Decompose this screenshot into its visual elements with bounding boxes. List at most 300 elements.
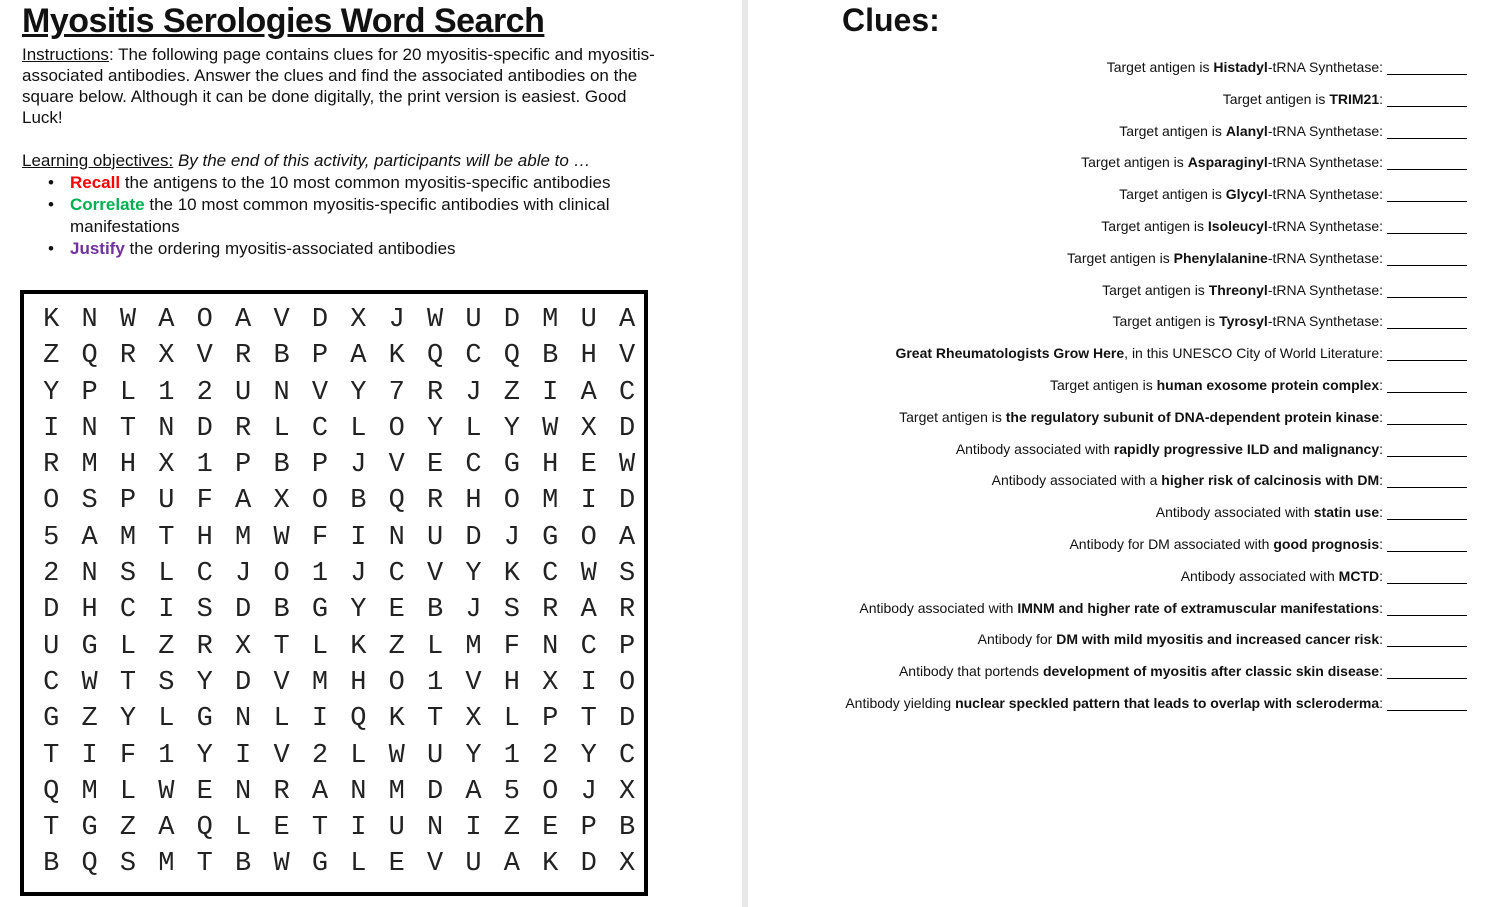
grid-cell[interactable]: I [542, 377, 559, 408]
grid-cell[interactable]: U [427, 522, 444, 553]
grid-cell[interactable]: W [427, 305, 444, 335]
grid-cell[interactable]: D [311, 305, 329, 335]
grid-cell[interactable]: L [119, 631, 137, 662]
grid-cell[interactable]: A [465, 776, 482, 807]
grid-cell[interactable]: R [427, 377, 444, 408]
grid-cell[interactable]: X [158, 450, 175, 481]
grid-cell[interactable]: G [43, 704, 60, 735]
grid-cell[interactable]: K [350, 631, 367, 662]
grid-cell[interactable]: Y [465, 559, 482, 590]
grid-cell[interactable]: K [503, 559, 520, 590]
grid-cell[interactable]: O [43, 486, 60, 517]
grid-cell[interactable]: T [427, 704, 444, 735]
grid-cell[interactable]: Y [580, 740, 597, 771]
answer-blank[interactable] [1387, 220, 1467, 234]
grid-cell[interactable]: N [235, 704, 252, 735]
grid-cell[interactable]: D [618, 486, 636, 517]
grid-cell[interactable]: A [158, 813, 175, 844]
grid-cell[interactable]: T [119, 413, 137, 444]
grid-cell[interactable]: A [618, 522, 636, 553]
grid-cell[interactable]: S [158, 667, 175, 698]
grid-cell[interactable]: M [311, 667, 329, 698]
grid-cell[interactable]: M [235, 522, 252, 553]
clue-bold: human exosome protein complex [1156, 377, 1380, 393]
grid-cell[interactable]: T [158, 522, 175, 553]
objective-item [48, 172, 682, 194]
grid-cell[interactable]: M [158, 849, 175, 880]
grid-cell[interactable]: G [196, 704, 213, 735]
grid-cell[interactable]: X [273, 486, 290, 517]
grid-cell[interactable]: W [119, 305, 137, 335]
grid-cell[interactable]: R [196, 631, 213, 662]
grid-cell[interactable]: X [350, 305, 367, 335]
grid-cell[interactable]: U [43, 631, 60, 662]
grid-cell[interactable]: P [311, 450, 329, 481]
grid-cell[interactable]: 1 [311, 559, 329, 590]
grid-cell[interactable]: I [350, 522, 367, 553]
grid-cell[interactable]: M [542, 486, 559, 517]
grid-cell[interactable]: D [618, 704, 636, 735]
grid-cell[interactable]: I [235, 740, 252, 771]
grid-cell[interactable]: L [235, 813, 252, 844]
grid-cell[interactable]: L [465, 413, 482, 444]
grid-cell[interactable]: P [311, 341, 329, 372]
clue-post: -tRNA Synthetase: [1267, 154, 1383, 171]
clue-post: -tRNA Synthetase: [1267, 218, 1383, 234]
grid-cell[interactable]: E [388, 595, 405, 626]
grid-cell[interactable]: B [542, 341, 559, 372]
grid-cell[interactable]: D [43, 595, 60, 626]
grid-cell[interactable]: A [158, 305, 175, 335]
grid-cell[interactable]: T [43, 813, 60, 844]
grid-cell[interactable]: 1 [158, 377, 175, 408]
grid-cell[interactable]: M [81, 450, 98, 481]
grid-cell[interactable]: F [196, 486, 213, 517]
grid-cell[interactable]: N [273, 377, 290, 408]
grid-cell[interactable]: S [81, 486, 98, 517]
grid-cell[interactable]: B [350, 486, 367, 517]
grid-cell[interactable]: Z [43, 341, 60, 372]
grid-cell[interactable]: 5 [503, 776, 520, 807]
grid-cell[interactable]: O [273, 559, 290, 590]
answer-blank[interactable] [1387, 697, 1467, 711]
grid-cell[interactable]: V [618, 341, 636, 372]
grid-cell[interactable]: G [311, 849, 329, 880]
grid-cell[interactable]: J [580, 776, 597, 807]
grid-cell[interactable]: G [311, 595, 329, 626]
grid-cell[interactable]: R [273, 776, 290, 807]
grid-cell[interactable]: X [158, 341, 175, 372]
grid-cell[interactable]: Y [196, 740, 213, 771]
answer-blank[interactable] [1387, 315, 1467, 329]
grid-cell[interactable]: Q [43, 776, 60, 807]
grid-cell[interactable]: H [119, 450, 137, 481]
grid-cell[interactable]: P [542, 704, 559, 735]
grid-cell[interactable]: J [350, 559, 367, 590]
grid-cell[interactable]: Y [43, 377, 60, 408]
grid-cell[interactable]: V [273, 740, 290, 771]
grid-cell[interactable]: Y [119, 704, 137, 735]
grid-cell[interactable]: K [43, 305, 60, 335]
grid-cell[interactable]: 1 [427, 667, 444, 698]
grid-cell[interactable]: C [618, 740, 636, 771]
grid-cell[interactable]: I [158, 595, 175, 626]
objectives-list [48, 172, 682, 260]
grid-cell[interactable]: B [273, 450, 290, 481]
grid-cell[interactable]: N [158, 413, 175, 444]
grid-cell[interactable]: L [158, 559, 175, 590]
grid-cell[interactable]: L [273, 704, 290, 735]
grid-cell[interactable]: K [388, 341, 405, 372]
clue-text [1107, 59, 1383, 75]
grid-cell[interactable]: P [618, 631, 636, 662]
grid-cell[interactable]: O [196, 305, 213, 335]
grid-cell[interactable]: Z [503, 813, 520, 844]
clue-row [1223, 89, 1467, 107]
grid-cell[interactable]: Y [427, 413, 444, 444]
grid-cell[interactable]: B [427, 595, 444, 626]
grid-cell[interactable]: S [119, 849, 137, 880]
grid-cell[interactable]: C [618, 377, 636, 408]
grid-cell[interactable]: Z [388, 631, 405, 662]
grid-cell[interactable]: V [273, 667, 290, 698]
learning-objectives [22, 150, 682, 260]
clue-row [1112, 311, 1467, 329]
grid-cell[interactable]: I [350, 813, 367, 844]
grid-cell[interactable]: R [542, 595, 559, 626]
clue-row [1102, 280, 1467, 298]
grid-cell[interactable]: E [388, 849, 405, 880]
answer-blank[interactable] [1387, 538, 1467, 552]
answer-blank[interactable] [1387, 61, 1467, 75]
answer-blank[interactable] [1387, 347, 1467, 361]
grid-cell[interactable]: D [196, 413, 213, 444]
grid-cell[interactable]: Q [196, 813, 213, 844]
clue-post: : [1379, 695, 1383, 711]
grid-cell[interactable]: H [81, 595, 98, 626]
grid-cell[interactable]: L [119, 377, 137, 408]
grid-cell[interactable]: C [580, 631, 597, 662]
grid-cell[interactable]: A [618, 305, 636, 335]
grid-cell[interactable]: T [43, 740, 60, 771]
grid-cell[interactable]: L [350, 849, 367, 880]
grid-cell[interactable]: A [311, 776, 329, 807]
grid-cell[interactable]: Q [350, 704, 367, 735]
grid-cell[interactable]: Y [350, 595, 367, 626]
grid-cell[interactable]: L [350, 740, 367, 771]
clue-bold: DM with mild myositis and increased cancer risk [1056, 631, 1380, 648]
grid-cell[interactable]: L [311, 631, 329, 662]
grid-cell[interactable]: X [542, 667, 559, 698]
answer-blank[interactable] [1387, 125, 1467, 139]
grid-cell[interactable]: Z [158, 631, 175, 662]
grid-cell[interactable]: N [542, 631, 559, 662]
grid-cell[interactable]: Q [81, 849, 98, 880]
grid-cell[interactable]: L [273, 413, 290, 444]
grid-cell[interactable]: A [580, 377, 597, 408]
grid-cell[interactable]: I [311, 704, 329, 735]
grid-cell[interactable]: J [503, 522, 520, 553]
clue-pre: Antibody yielding [845, 695, 956, 711]
grid-cell[interactable]: A [81, 522, 98, 553]
grid-cell[interactable]: Y [465, 740, 482, 771]
grid-cell[interactable]: T [273, 631, 290, 662]
clue-post: : [1379, 440, 1383, 457]
grid-cell[interactable]: U [465, 305, 482, 335]
grid-cell[interactable]: C [465, 450, 482, 481]
grid-cell[interactable]: W [158, 776, 175, 807]
grid-cell[interactable]: V [388, 450, 405, 481]
grid-cell[interactable]: V [427, 559, 444, 590]
grid-cell[interactable]: T [311, 813, 329, 844]
grid-cell[interactable]: D [465, 522, 482, 553]
grid-cell[interactable]: 2 [43, 559, 60, 590]
grid-cell[interactable]: 2 [196, 377, 213, 408]
grid-cell[interactable]: W [542, 413, 559, 444]
grid-cell[interactable]: X [465, 704, 482, 735]
grid-cell[interactable]: O [503, 486, 520, 517]
grid-cell[interactable]: N [388, 522, 405, 553]
grid-cell[interactable]: J [465, 377, 482, 408]
grid-cell[interactable]: E [580, 450, 597, 481]
grid-cell[interactable]: Q [503, 341, 520, 372]
grid-cell[interactable]: O [580, 522, 597, 553]
grid-cell[interactable]: Y [350, 377, 367, 408]
grid-cell[interactable]: Q [81, 341, 98, 372]
grid-cell[interactable]: J [388, 305, 405, 335]
grid-cell[interactable]: H [542, 450, 559, 481]
grid-cell[interactable]: X [618, 849, 636, 880]
grid-cell[interactable]: A [503, 849, 520, 880]
grid-cell[interactable]: G [81, 631, 98, 662]
grid-cell[interactable]: W [580, 559, 597, 590]
grid-cell[interactable]: E [196, 776, 213, 807]
grid-cell[interactable]: Z [119, 813, 137, 844]
grid-cell[interactable]: F [503, 631, 520, 662]
grid-cell[interactable]: X [580, 413, 597, 444]
grid-cell[interactable]: I [465, 813, 482, 844]
grid-cell[interactable]: 1 [158, 740, 175, 771]
grid-cell[interactable]: J [465, 595, 482, 626]
answer-blank[interactable] [1387, 665, 1467, 679]
grid-cell[interactable]: W [618, 450, 636, 481]
grid-cell[interactable]: N [427, 813, 444, 844]
grid-cell[interactable]: B [273, 341, 290, 372]
grid-cell[interactable]: O [311, 486, 329, 517]
grid-cell[interactable]: L [350, 413, 367, 444]
grid-cell[interactable]: K [542, 849, 559, 880]
grid-cell[interactable]: S [618, 559, 636, 590]
grid-cell[interactable]: R [618, 595, 636, 626]
grid-cell[interactable]: K [388, 704, 405, 735]
grid-cell[interactable]: U [580, 305, 597, 335]
grid-cell[interactable]: C [43, 667, 60, 698]
clue-text [899, 409, 1383, 425]
answer-blank[interactable] [1387, 570, 1467, 584]
grid-cell[interactable]: 1 [503, 740, 520, 771]
clue-post: -tRNA Synthetase: [1267, 249, 1383, 266]
grid-cell[interactable]: M [388, 776, 405, 807]
grid-cell[interactable]: M [119, 522, 137, 553]
grid-cell[interactable]: I [580, 667, 597, 698]
answer-blank[interactable] [1387, 284, 1467, 298]
grid-cell[interactable]: W [273, 522, 290, 553]
grid-cell[interactable]: J [235, 559, 252, 590]
grid-cell[interactable]: R [235, 341, 252, 372]
grid-cell[interactable]: P [235, 450, 252, 481]
grid-cell[interactable]: C [388, 559, 405, 590]
answer-blank[interactable] [1387, 252, 1467, 266]
clue-bold: statin use [1313, 504, 1380, 521]
grid-cell[interactable]: U [427, 740, 444, 771]
grid-cell[interactable]: I [81, 740, 98, 771]
grid-cell[interactable]: D [235, 595, 252, 626]
grid-cell[interactable]: S [119, 559, 137, 590]
clue-row [1181, 566, 1467, 584]
grid-cell[interactable]: 5 [43, 522, 60, 553]
grid-cell[interactable]: C [465, 341, 482, 372]
grid-cell[interactable]: D [580, 849, 597, 880]
grid-cell[interactable]: V [273, 305, 290, 335]
grid-cell[interactable]: W [81, 667, 98, 698]
grid-cell[interactable]: A [235, 305, 252, 335]
grid-cell[interactable]: M [81, 776, 98, 807]
grid-cell[interactable]: Y [503, 413, 520, 444]
grid-cell[interactable]: O [388, 413, 405, 444]
clue-pre: Antibody associated with a [991, 472, 1162, 489]
instructions-text: : The following page contains clues for 20 myositis-specific and myositis-associated antibodies. Answer the clues and find the associated antibodies on the square below. Although it can be done digitally, the print version is easiest. Good Luck! [22, 45, 655, 127]
answer-blank[interactable] [1387, 506, 1467, 520]
grid-cell[interactable]: V [196, 341, 213, 372]
grid-cell[interactable]: S [503, 595, 520, 626]
grid-cell[interactable]: A [350, 341, 367, 372]
grid-cell[interactable]: C [196, 559, 213, 590]
grid-cell[interactable]: G [542, 522, 559, 553]
grid-cell[interactable]: U [158, 486, 175, 517]
grid-cell[interactable]: E [427, 450, 444, 481]
grid-cell[interactable]: S [196, 595, 213, 626]
grid-cell[interactable]: C [311, 413, 329, 444]
grid-cell[interactable]: B [43, 849, 60, 880]
grid-cell[interactable]: N [350, 776, 367, 807]
grid-cell[interactable]: O [618, 667, 636, 698]
answer-blank[interactable] [1387, 411, 1467, 425]
grid-cell[interactable]: P [81, 377, 98, 408]
answer-blank[interactable] [1387, 156, 1467, 170]
grid-cell[interactable]: O [388, 667, 405, 698]
grid-cell[interactable]: D [503, 305, 520, 335]
grid-cell[interactable]: N [235, 776, 252, 807]
grid-cell[interactable]: C [119, 595, 137, 626]
grid-cell[interactable]: L [158, 704, 175, 735]
grid-cell[interactable]: N [81, 305, 98, 335]
clue-post: : [1379, 631, 1383, 648]
grid-cell[interactable]: Y [196, 667, 213, 698]
grid-cell[interactable]: U [235, 377, 252, 408]
grid-cell[interactable]: F [311, 522, 329, 553]
grid-cell[interactable]: R [235, 413, 252, 444]
grid-cell[interactable]: C [542, 559, 559, 590]
grid-cell[interactable]: V [427, 849, 444, 880]
grid-cell[interactable]: X [618, 776, 636, 807]
grid-cell[interactable]: B [273, 595, 290, 626]
grid-cell[interactable]: V [311, 377, 329, 408]
grid-cell[interactable]: D [427, 776, 444, 807]
grid-cell[interactable]: Z [81, 704, 98, 735]
grid-cell[interactable]: R [119, 341, 137, 372]
grid-cell[interactable]: H [350, 667, 367, 698]
grid-cell[interactable]: F [119, 740, 137, 771]
answer-blank[interactable] [1387, 443, 1467, 457]
grid-cell[interactable]: J [350, 450, 367, 481]
grid-cell[interactable]: I [580, 486, 597, 517]
grid-cell[interactable]: T [119, 667, 137, 698]
grid-cell[interactable]: E [273, 813, 290, 844]
grid-cell[interactable]: 2 [311, 740, 329, 771]
grid-cell[interactable]: L [427, 631, 444, 662]
grid-cell[interactable]: W [273, 849, 290, 880]
grid-cell[interactable]: M [465, 631, 482, 662]
answer-blank[interactable] [1387, 379, 1467, 393]
grid-cell[interactable]: P [119, 486, 137, 517]
answer-blank[interactable] [1387, 602, 1467, 616]
grid-cell[interactable]: R [427, 486, 444, 517]
grid-cell[interactable]: O [542, 776, 559, 807]
grid-cell[interactable]: A [580, 595, 597, 626]
grid-cell[interactable]: U [465, 849, 482, 880]
grid-cell[interactable]: R [43, 450, 60, 481]
answer-blank[interactable] [1387, 188, 1467, 202]
grid-cell[interactable]: M [542, 305, 559, 335]
grid-cell[interactable]: G [81, 813, 98, 844]
clue-pre: Antibody for DM associated with [1069, 536, 1274, 552]
grid-cell[interactable]: N [81, 559, 98, 590]
grid-cell[interactable]: B [618, 813, 636, 844]
grid-cell[interactable]: 7 [388, 377, 405, 408]
grid-cell[interactable]: X [235, 631, 252, 662]
grid-cell[interactable]: T [580, 704, 597, 735]
grid-cell[interactable]: Z [503, 377, 520, 408]
grid-cell[interactable]: 2 [542, 740, 559, 771]
grid-cell[interactable]: V [465, 667, 482, 698]
answer-blank[interactable] [1387, 474, 1467, 488]
grid-cell[interactable]: H [580, 341, 597, 372]
grid-cell[interactable]: Q [388, 486, 405, 517]
grid-cell[interactable]: L [119, 776, 137, 807]
grid-cell[interactable]: Q [427, 341, 444, 372]
objectives-intro: By the end of this activity, participants will be able to … [173, 151, 591, 170]
grid-cell[interactable]: N [81, 413, 98, 444]
grid-cell[interactable]: U [388, 813, 405, 844]
grid-cell[interactable]: H [465, 486, 482, 517]
grid-cell[interactable]: H [503, 667, 520, 698]
grid-cell[interactable]: L [503, 704, 520, 735]
grid-cell[interactable]: W [388, 740, 405, 771]
grid-cell[interactable]: H [196, 522, 213, 553]
grid-cell[interactable]: G [503, 450, 520, 481]
grid-cell[interactable]: D [235, 667, 252, 698]
grid-cell[interactable]: I [43, 413, 60, 444]
grid-cell[interactable]: E [542, 813, 559, 844]
grid-cell[interactable]: B [235, 849, 252, 880]
grid-cell[interactable]: D [618, 413, 636, 444]
grid-cell[interactable]: T [196, 849, 213, 880]
answer-blank[interactable] [1387, 93, 1467, 107]
grid-cell[interactable]: P [580, 813, 597, 844]
grid-cell[interactable]: A [235, 486, 252, 517]
grid-cell[interactable]: 1 [196, 450, 213, 481]
answer-blank[interactable] [1387, 633, 1467, 647]
